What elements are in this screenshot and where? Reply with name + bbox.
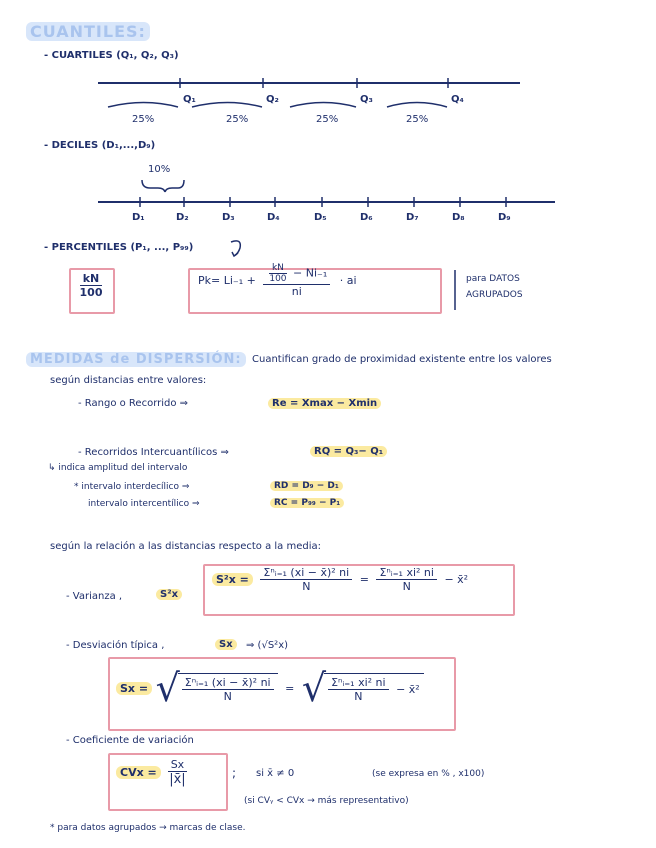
formula-den: ni — [291, 285, 302, 298]
var-num2: Σⁿᵢ₌₁ xi² ni — [376, 566, 437, 580]
cv-note1: (se expresa en % , x100) — [372, 769, 485, 779]
decile-label: D₃ — [222, 212, 235, 223]
quartile-brace — [108, 103, 178, 108]
quartile-label: Q₄ — [451, 94, 464, 105]
percentile-formula — [198, 263, 357, 298]
kn-fraction — [73, 272, 109, 299]
decile-label: D₂ — [176, 212, 189, 223]
sqrt-icon: √ — [155, 666, 180, 710]
formula-inner-num: kN — [269, 263, 287, 274]
desv-den1: N — [223, 690, 232, 703]
quartile-label: Q₁ — [183, 94, 196, 105]
desv-formula — [116, 666, 424, 710]
decile-label: D₄ — [267, 212, 280, 223]
quartile-percent: 25% — [406, 114, 429, 125]
varianza-label: - Varianza , — [66, 591, 123, 602]
var-den2: N — [402, 580, 411, 593]
decile-brace — [142, 180, 184, 192]
formula-tail: · ai — [339, 274, 357, 287]
var-lhs: S²x = — [212, 573, 253, 586]
desv-lhs: Sx = — [116, 682, 152, 695]
formula-inner-den: 100 — [269, 274, 287, 284]
var-eq: = — [359, 573, 369, 586]
desv-symbol: Sx — [215, 639, 237, 650]
desv-rest: ⇒ (√S²x) — [246, 640, 289, 651]
varianza-symbol: S²x — [156, 589, 182, 600]
quartile-percent: 25% — [132, 114, 155, 125]
decile-label: D₈ — [452, 212, 465, 223]
desv-label: - Desviación típica , — [66, 640, 165, 651]
intercentil-label: intervalo intercentílico ⇒ — [88, 499, 200, 509]
kn-num: kN — [80, 272, 103, 286]
intercentil-formula: RC = P₉₉ − P₁ — [270, 498, 344, 508]
formula-lhs: Pk= Li₋₁ + — [198, 274, 256, 287]
var-tail: − x̄² — [444, 573, 469, 586]
percentiles-subtitle: - PERCENTILES (P₁, ..., P₉₉) — [44, 242, 194, 253]
cv-num: Sx — [168, 758, 188, 772]
rango-formula: Re = Xmax − Xmin — [268, 398, 381, 409]
decile-label: D₆ — [360, 212, 373, 223]
cv-note2: (si CVᵧ < CVx → más representativo) — [244, 796, 409, 806]
kn-den: 100 — [79, 286, 103, 299]
deciles-subtitle: - DECILES (D₁,...,D₉) — [44, 140, 156, 151]
desv-num1: Σⁿᵢ₌₁ (xi − x̄)² ni — [182, 676, 274, 690]
cv-den: |x̄| — [169, 772, 186, 787]
dispersion-intro: Cuantifican grado de proximidad existente entre los valores — [252, 354, 552, 365]
cv-label: - Coeficiente de variación — [66, 735, 194, 746]
decile-axis — [0, 170, 656, 220]
quartile-brace — [192, 103, 262, 108]
desv-eq: = — [285, 681, 295, 695]
quartile-brace — [387, 103, 447, 108]
decile-label: D₁ — [132, 212, 145, 223]
brace-icon — [450, 268, 460, 312]
var-num1: Σⁿᵢ₌₁ (xi − x̄)² ni — [260, 566, 352, 580]
dispersion-title: MEDIDAS de DISPERSIÓN: — [26, 352, 246, 367]
media-intro: según la relación a las distancias respecto a la media: — [50, 541, 322, 552]
cv-semicolon: ; — [232, 766, 237, 780]
rq-note: ↳ indica amplitud del intervalo — [48, 463, 188, 473]
decile-percent: 10% — [148, 164, 171, 175]
cuantiles-title: CUANTILES: — [26, 22, 150, 41]
var-den1: N — [302, 580, 311, 593]
formula-inner-minus: − Ni₋₁ — [293, 266, 328, 280]
cv-formula — [116, 758, 189, 787]
curved-arrow-icon — [228, 236, 248, 258]
cuartiles-subtitle: - CUARTILES (Q₁, Q₂, Q₃) — [44, 50, 179, 61]
desv-num2: Σⁿᵢ₌₁ xi² ni — [328, 676, 389, 690]
quartile-percent: 25% — [226, 114, 249, 125]
footer-note: * para datos agrupados → marcas de clase. — [50, 823, 246, 833]
quartile-percent: 25% — [316, 114, 339, 125]
varianza-formula — [212, 566, 468, 593]
quartile-label: Q₃ — [360, 94, 373, 105]
desv-den2: N — [354, 690, 363, 703]
note-line1: para DATOS — [466, 274, 520, 284]
sqrt-icon: √ — [301, 666, 327, 710]
rq-formula: RQ = Q₃− Q₁ — [310, 446, 387, 457]
note-line2: AGRUPADOS — [466, 290, 523, 300]
interdecil-formula: RD = D₉ − D₁ — [270, 481, 343, 491]
decile-label: D₇ — [406, 212, 419, 223]
quartile-label: Q₂ — [266, 94, 279, 105]
dispersion-intro-line2: según distancias entre valores: — [50, 375, 207, 386]
rq-label: - Recorridos Intercuantílicos ⇒ — [78, 447, 229, 458]
decile-label: D₅ — [314, 212, 327, 223]
rango-label: - Rango o Recorrido ⇒ — [78, 398, 189, 409]
quartile-brace — [290, 103, 356, 108]
interdecil-label: * intervalo interdecílico ⇒ — [74, 482, 190, 492]
cv-condition: si x̄ ≠ 0 — [256, 768, 295, 779]
desv-tail: − x̄² — [396, 683, 420, 696]
decile-label: D₉ — [498, 212, 511, 223]
cv-lhs: CVx = — [116, 766, 161, 779]
